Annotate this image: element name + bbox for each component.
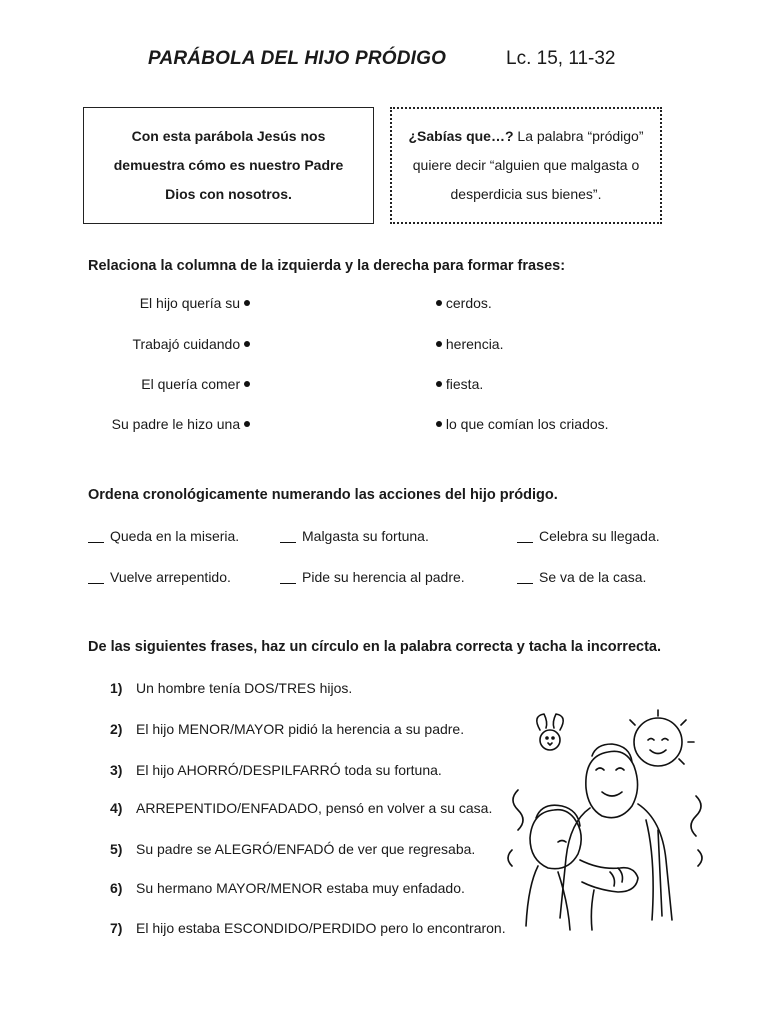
intro-box xyxy=(83,107,374,224)
match-left-item[interactable] xyxy=(0,416,250,432)
order-item-text: Malgasta su fortuna. xyxy=(302,528,429,544)
order-item[interactable] xyxy=(517,528,660,544)
match-right-item[interactable] xyxy=(436,416,609,432)
bible-reference: Lc. 15, 11-32 xyxy=(506,48,616,69)
match-left-text: Su padre le hizo una xyxy=(111,416,241,432)
father-embracing-son-illustration xyxy=(498,700,708,932)
number-blank[interactable] xyxy=(517,573,533,584)
match-left-text: El hijo quería su xyxy=(139,295,241,311)
statement-number: 2) xyxy=(110,721,123,737)
match-right-text: cerdos. xyxy=(445,295,492,311)
order-item[interactable] xyxy=(517,569,646,585)
sun-icon xyxy=(630,710,694,766)
match-dot[interactable] xyxy=(244,421,250,427)
did-you-know-prefix: ¿Sabías que…? xyxy=(408,128,514,144)
statement-text: El hijo MENOR/MAYOR pidió la herencia a su padre. xyxy=(136,721,465,737)
did-you-know-line: desperdicia sus bienes”. xyxy=(450,186,602,202)
match-dot[interactable] xyxy=(244,341,250,347)
match-left-item[interactable] xyxy=(0,376,250,392)
order-item-text: Vuelve arrepentido. xyxy=(110,569,231,585)
bird-icon xyxy=(537,714,563,750)
match-right-text: lo que comían los criados. xyxy=(445,416,609,432)
number-blank[interactable] xyxy=(88,573,104,584)
match-right-text: fiesta. xyxy=(445,376,484,392)
statement-number: 3) xyxy=(110,762,123,778)
order-item-text: Queda en la miseria. xyxy=(110,528,240,544)
match-left-item[interactable] xyxy=(0,336,250,352)
statement-item[interactable] xyxy=(110,920,506,936)
match-dot[interactable] xyxy=(244,300,250,306)
match-right-item[interactable] xyxy=(436,376,483,392)
did-you-know-line: quiere decir “alguien que malgasta o xyxy=(412,157,640,173)
son-figure xyxy=(526,805,638,930)
statement-item[interactable] xyxy=(110,841,475,857)
order-item[interactable] xyxy=(280,569,465,585)
match-dot[interactable] xyxy=(436,341,442,347)
statement-text: Su padre se ALEGRÓ/ENFADÓ de ver que regresaba. xyxy=(136,841,476,857)
statement-number: 7) xyxy=(110,920,123,936)
ordering-heading: Ordena cronológicamente numerando las acciones del hijo pródigo. xyxy=(88,487,558,503)
statement-number: 5) xyxy=(110,841,123,857)
statement-number: 4) xyxy=(110,800,123,816)
match-right-item[interactable] xyxy=(436,295,492,311)
intro-line: Con esta parábola Jesús nos xyxy=(131,128,326,144)
statement-item[interactable] xyxy=(110,880,465,896)
order-item[interactable] xyxy=(88,569,231,585)
did-you-know-text: La palabra “pródigo” xyxy=(513,128,644,144)
statement-text: El hijo AHORRÓ/DESPILFARRÓ toda su fortuna. xyxy=(136,762,442,778)
circle-heading: De las siguientes frases, haz un círculo en la palabra correcta y tacha la incorrecta. xyxy=(88,639,661,655)
match-dot[interactable] xyxy=(436,421,442,427)
matching-heading: Relaciona la columna de la izquierda y la derecha para formar frases: xyxy=(88,258,566,274)
statement-number: 1) xyxy=(110,680,123,696)
intro-line: demuestra cómo es nuestro Padre xyxy=(113,157,344,173)
statement-text: El hijo estaba ESCONDIDO/PERDIDO pero lo encontraron. xyxy=(136,920,506,936)
statement-item[interactable] xyxy=(110,680,352,696)
order-item[interactable] xyxy=(280,528,429,544)
number-blank[interactable] xyxy=(280,532,296,543)
statement-text: Un hombre tenía DOS/TRES hijos. xyxy=(136,680,353,696)
statement-number: 6) xyxy=(110,880,123,896)
match-left-item[interactable] xyxy=(0,295,250,311)
statement-text: ARREPENTIDO/ENFADADO, pensó en volver a su casa. xyxy=(136,800,493,816)
number-blank[interactable] xyxy=(88,532,104,543)
statement-item[interactable] xyxy=(110,721,464,737)
statement-text: Su hermano MAYOR/MENOR estaba muy enfadado. xyxy=(136,880,465,896)
match-dot[interactable] xyxy=(244,381,250,387)
order-item[interactable] xyxy=(88,528,239,544)
order-item-text: Se va de la casa. xyxy=(539,569,647,585)
match-dot[interactable] xyxy=(436,381,442,387)
page-title: PARÁBOLA DEL HIJO PRÓDIGO xyxy=(148,48,447,69)
did-you-know-line xyxy=(400,122,652,151)
statement-item[interactable] xyxy=(110,762,442,778)
match-left-text: Trabajó cuidando xyxy=(132,336,241,352)
number-blank[interactable] xyxy=(280,573,296,584)
match-right-item[interactable] xyxy=(436,336,503,352)
did-you-know-box xyxy=(390,107,662,224)
order-item-text: Celebra su llegada. xyxy=(539,528,660,544)
match-right-text: herencia. xyxy=(445,336,504,352)
match-left-text: El quería comer xyxy=(141,376,241,392)
intro-line: Dios con nosotros. xyxy=(165,186,292,202)
match-dot[interactable] xyxy=(436,300,442,306)
number-blank[interactable] xyxy=(517,532,533,543)
order-item-text: Pide su herencia al padre. xyxy=(302,569,465,585)
statement-item[interactable] xyxy=(110,800,492,816)
father-figure xyxy=(560,744,672,920)
